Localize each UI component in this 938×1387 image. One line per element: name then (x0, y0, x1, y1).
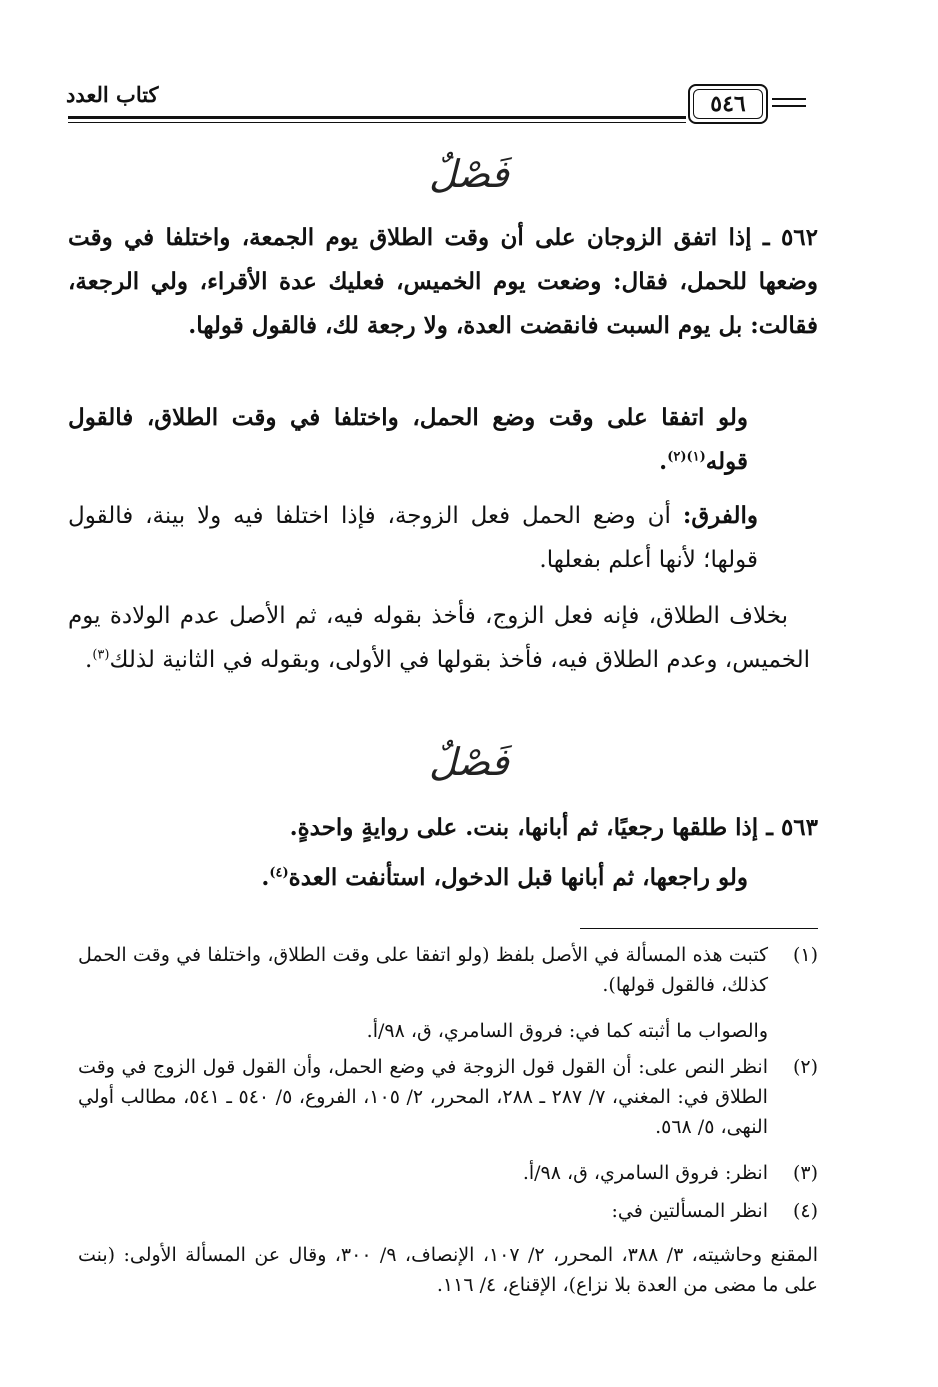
difference-text: أن وضع الحمل فعل الزوجة، فإذا اختلفا فيه ولا بينة، فالقول قولها؛ لأنها أعلم بفعلها. (68, 503, 758, 573)
issue-second-text: ولو راجعها، ثم أبانها قبل الدخول، استأنفت العدة (288, 864, 748, 891)
issue-text: إذا طلقها رجعيًا، ثم أبانها، بنت. على روايةٍ واحدةٍ. (289, 814, 759, 841)
page-number: ٥٤٦ (710, 91, 746, 117)
header-rule-thin (68, 122, 686, 123)
issue-562-paragraph (68, 216, 818, 348)
section-heading: فَصْلٌ (429, 740, 509, 784)
issue-562-second-paragraph (68, 396, 748, 484)
issue-number: ٥٦٣ ـ (766, 814, 818, 841)
issue-563-second-paragraph (200, 856, 748, 900)
difference-second-paragraph (68, 594, 810, 682)
footnote-ref[interactable]: (١)(٢) (667, 449, 706, 465)
footnote-3-text: انظر: فروق السامري، ق، ٩٨/أ. (522, 1162, 768, 1184)
footnote-1-text-b: والصواب ما أثبته كما في: فروق السامري، ق، ٩٨/أ. (366, 1020, 768, 1042)
footnote-ref[interactable]: (٣) (92, 647, 110, 663)
footnote-separator (580, 928, 818, 929)
issue-563-paragraph (200, 806, 818, 850)
footnote-2-text: انظر النص على: أن القول قول الزوجة في وضع الحمل، وأن القول قول الزوج في وقت الطلاق في: المغني، ٧/ ٢٨٧ ـ ٢٨٨، المحرر، ٢/ ١٠٥، الفروع، ٥/ ٥٤٠ ـ ٥٤١، مطالب أولي النهى، ٥/ ٥٦٨. (78, 1056, 768, 1138)
issue-text: إذا اتفق الزوجان على أن وقت الطلاق يوم الجمعة، واختلفا في وقت وضعها للحمل، فقال: وضعت يوم الخميس، فعليك عدة الأقراء، ولي الرجعة، فقالت: بل يوم السبت فانقضت العدة، ولا رجعة لك، فالقول قولها. (68, 224, 818, 339)
footnote-4-text: انظر المسألتين في: (611, 1200, 768, 1222)
section-heading: فَصْلٌ (429, 152, 509, 196)
issue-second-text: ولو اتفقا على وقت وضع الحمل، واختلفا في وقت الطلاق، فالقول قوله (68, 404, 748, 475)
difference-text-2: بخلاف الطلاق، فإنه فعل الزوج، فأخذ بقوله فيه، ثم الأصل عدم الولادة يوم الخميس، وعدم الطلاق فيه، فأخذ بقولها في الأولى، وبقوله في الثانية لذلك (68, 603, 810, 673)
difference-paragraph (68, 494, 758, 582)
footnote-label: (٤) (792, 1200, 818, 1222)
period: . (659, 448, 668, 475)
footnote-label: (٢) (792, 1056, 818, 1078)
footnote-4-text-b: المقنع وحاشيته، ٣/ ٣٨٨، المحرر، ٢/ ١٠٧، الإنصاف، ٩/ ٣٠٠، وقال عن المسألة الأولى: (بنت على ما مضى من العدة بلا نزاع)، الإقناع، ٤/ ١١٦. (78, 1244, 818, 1296)
footnote-label: (٣) (792, 1162, 818, 1184)
footnote-ref[interactable]: (٤) (269, 865, 289, 881)
difference-label: والفرق: (682, 502, 758, 529)
period: . (85, 647, 93, 673)
header-rule (68, 116, 686, 119)
period: . (261, 864, 270, 891)
footnote-label: (١) (792, 944, 818, 966)
issue-number: ٥٦٢ ـ (762, 224, 818, 251)
footnote-1-text: كتبت هذه المسألة في الأصل بلفظ (ولو اتفقا على وقت الطلاق، واختلفا في وقت الحمل كذلك، فالقول قولها). (78, 944, 768, 996)
running-header-title: كتاب العدد (66, 82, 159, 107)
page-number-frame (688, 84, 768, 124)
header-ornament-icon (772, 98, 806, 110)
